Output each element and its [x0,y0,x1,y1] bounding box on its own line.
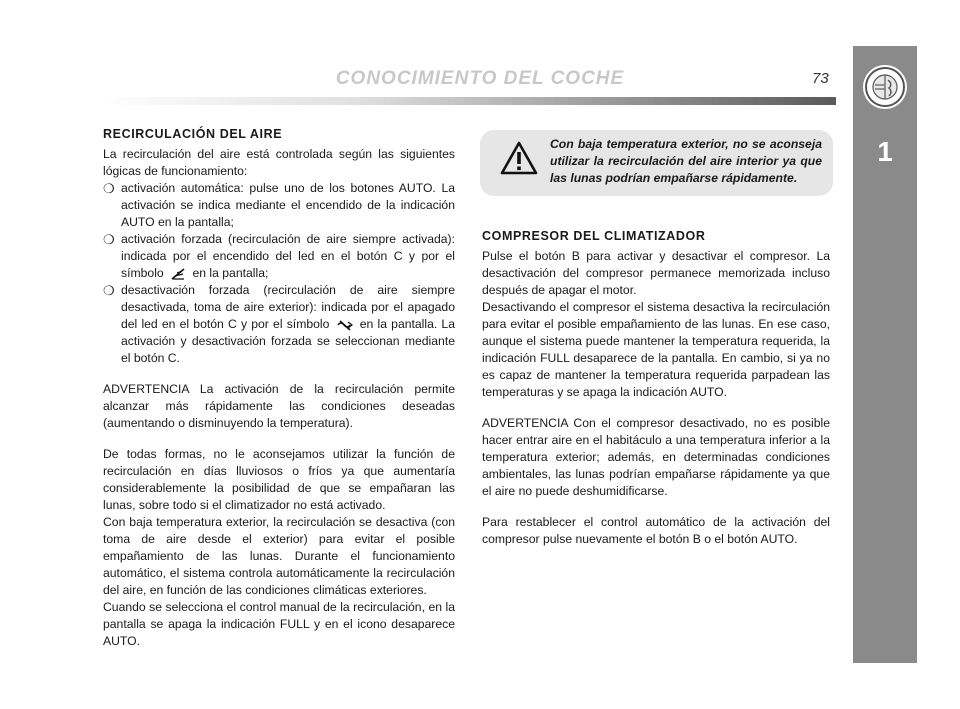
advertencia-paragraph: ADVERTENCIA La activación de la recirculación permite alcanzar más rápidamente las condiciones deseadas (aumentando o disminuyendo la temperatura). [103,382,455,430]
body-paragraph: Desactivando el compresor el sistema desactiva la recirculación para evitar el posible empañamiento de las lunas. En ese caso, aunque el sistema puede mantener la temperatura requerida, la indicación FULL desaparece de la pantalla. En cambio, si ya no es capaz de mantener la temperatura requerida parpadean las temperaturas y se apaga la indicación AUTO. [482,300,830,399]
list-item-text-part: desactivación forzada (recirculación de aire siempre desactivada, toma de aire exterior): indicada por el apagado del led en el botón C y por el símbolo [121,283,455,331]
section-heading-recirculacion: RECIRCULACIÓN DEL AIRE [103,127,283,141]
list-item [103,282,455,367]
bullet-circle-icon: ❍ [103,181,115,196]
list-item-text: activación automática: pulse uno de los botones AUTO. La activación se indica mediante el encendido de la indicación AUTO en la pantalla; [121,181,455,229]
list-item-text-part: activación forzada (recirculación de aire siempre activada): indicada por el encendido del led en el botón C y por el símbolo [121,232,455,280]
header-divider [100,97,836,105]
page-number: 73 [812,70,829,87]
list-item-text-part: en la pantalla. La activación y desactivación forzada se seleccionan mediante el botón C. [121,317,455,365]
left-column [103,126,455,650]
list-item-text-part: en la pantalla; [192,266,269,280]
recirculation-off-icon [337,319,353,331]
warning-text: Con baja temperatura exterior, no se aconseja utilizar la recirculación del aire interior ya que las lunas podrían empañarse rápidamente. [550,137,822,185]
recirculation-on-icon [170,268,186,280]
list-item-text [121,282,455,367]
list-item [103,180,455,231]
alfa-romeo-logo-icon [862,64,908,110]
body-paragraph: De todas formas, no le aconsejamos utilizar la función de recirculación en días lluviosos o fríos ya que aumentaría considerablemente la posibilidad de que se empañaran las lunas, sobre todo si el climatizador no está activado. [103,447,455,512]
list-item-text [121,231,455,282]
intro-paragraph: La recirculación del aire está controlada según las siguientes lógicas de funcionamiento: [103,147,455,178]
warning-callout [480,130,833,196]
bullet-circle-icon: ❍ [103,283,115,298]
body-paragraph: Con baja temperatura exterior, la recirculación se desactiva (con toma de aire desde el exterior) para evitar el posible empañamiento de las lunas. Durante el funcionamiento automático, el sistema controla automáticamente la recirculación del aire, en función de las condiciones climáticas exteriores. [103,515,455,597]
chapter-number: 1 [877,136,893,167]
section-heading-compresor: COMPRESOR DEL CLIMATIZADOR [482,229,706,243]
right-column [482,228,830,548]
advertencia-paragraph: ADVERTENCIA Con el compresor desactivado, no es posible hacer entrar aire en el habitáculo a una temperatura inferior a la temperatura exterior; además, en determinadas condiciones ambientales, las lunas podrían empañarse rápidamente ya que el aire no puede deshumidificarse. [482,416,830,498]
body-paragraph: Para restablecer el control automático de la activación del compresor pulse nuevamente el botón B o el botón AUTO. [482,515,830,546]
list-item [103,231,455,282]
bullet-circle-icon: ❍ [103,232,115,247]
page-header-title: CONOCIMIENTO DEL COCHE [335,68,625,89]
warning-triangle-icon [500,141,538,175]
body-paragraph: Pulse el botón B para activar y desactivar el compresor. La desactivación del compresor permanece memorizada incluso después de apagar el motor. [482,249,830,297]
body-paragraph: Cuando se selecciona el control manual de la recirculación, en la pantalla se apaga la indicación FULL y en el icono desaparece AUTO. [103,600,455,648]
